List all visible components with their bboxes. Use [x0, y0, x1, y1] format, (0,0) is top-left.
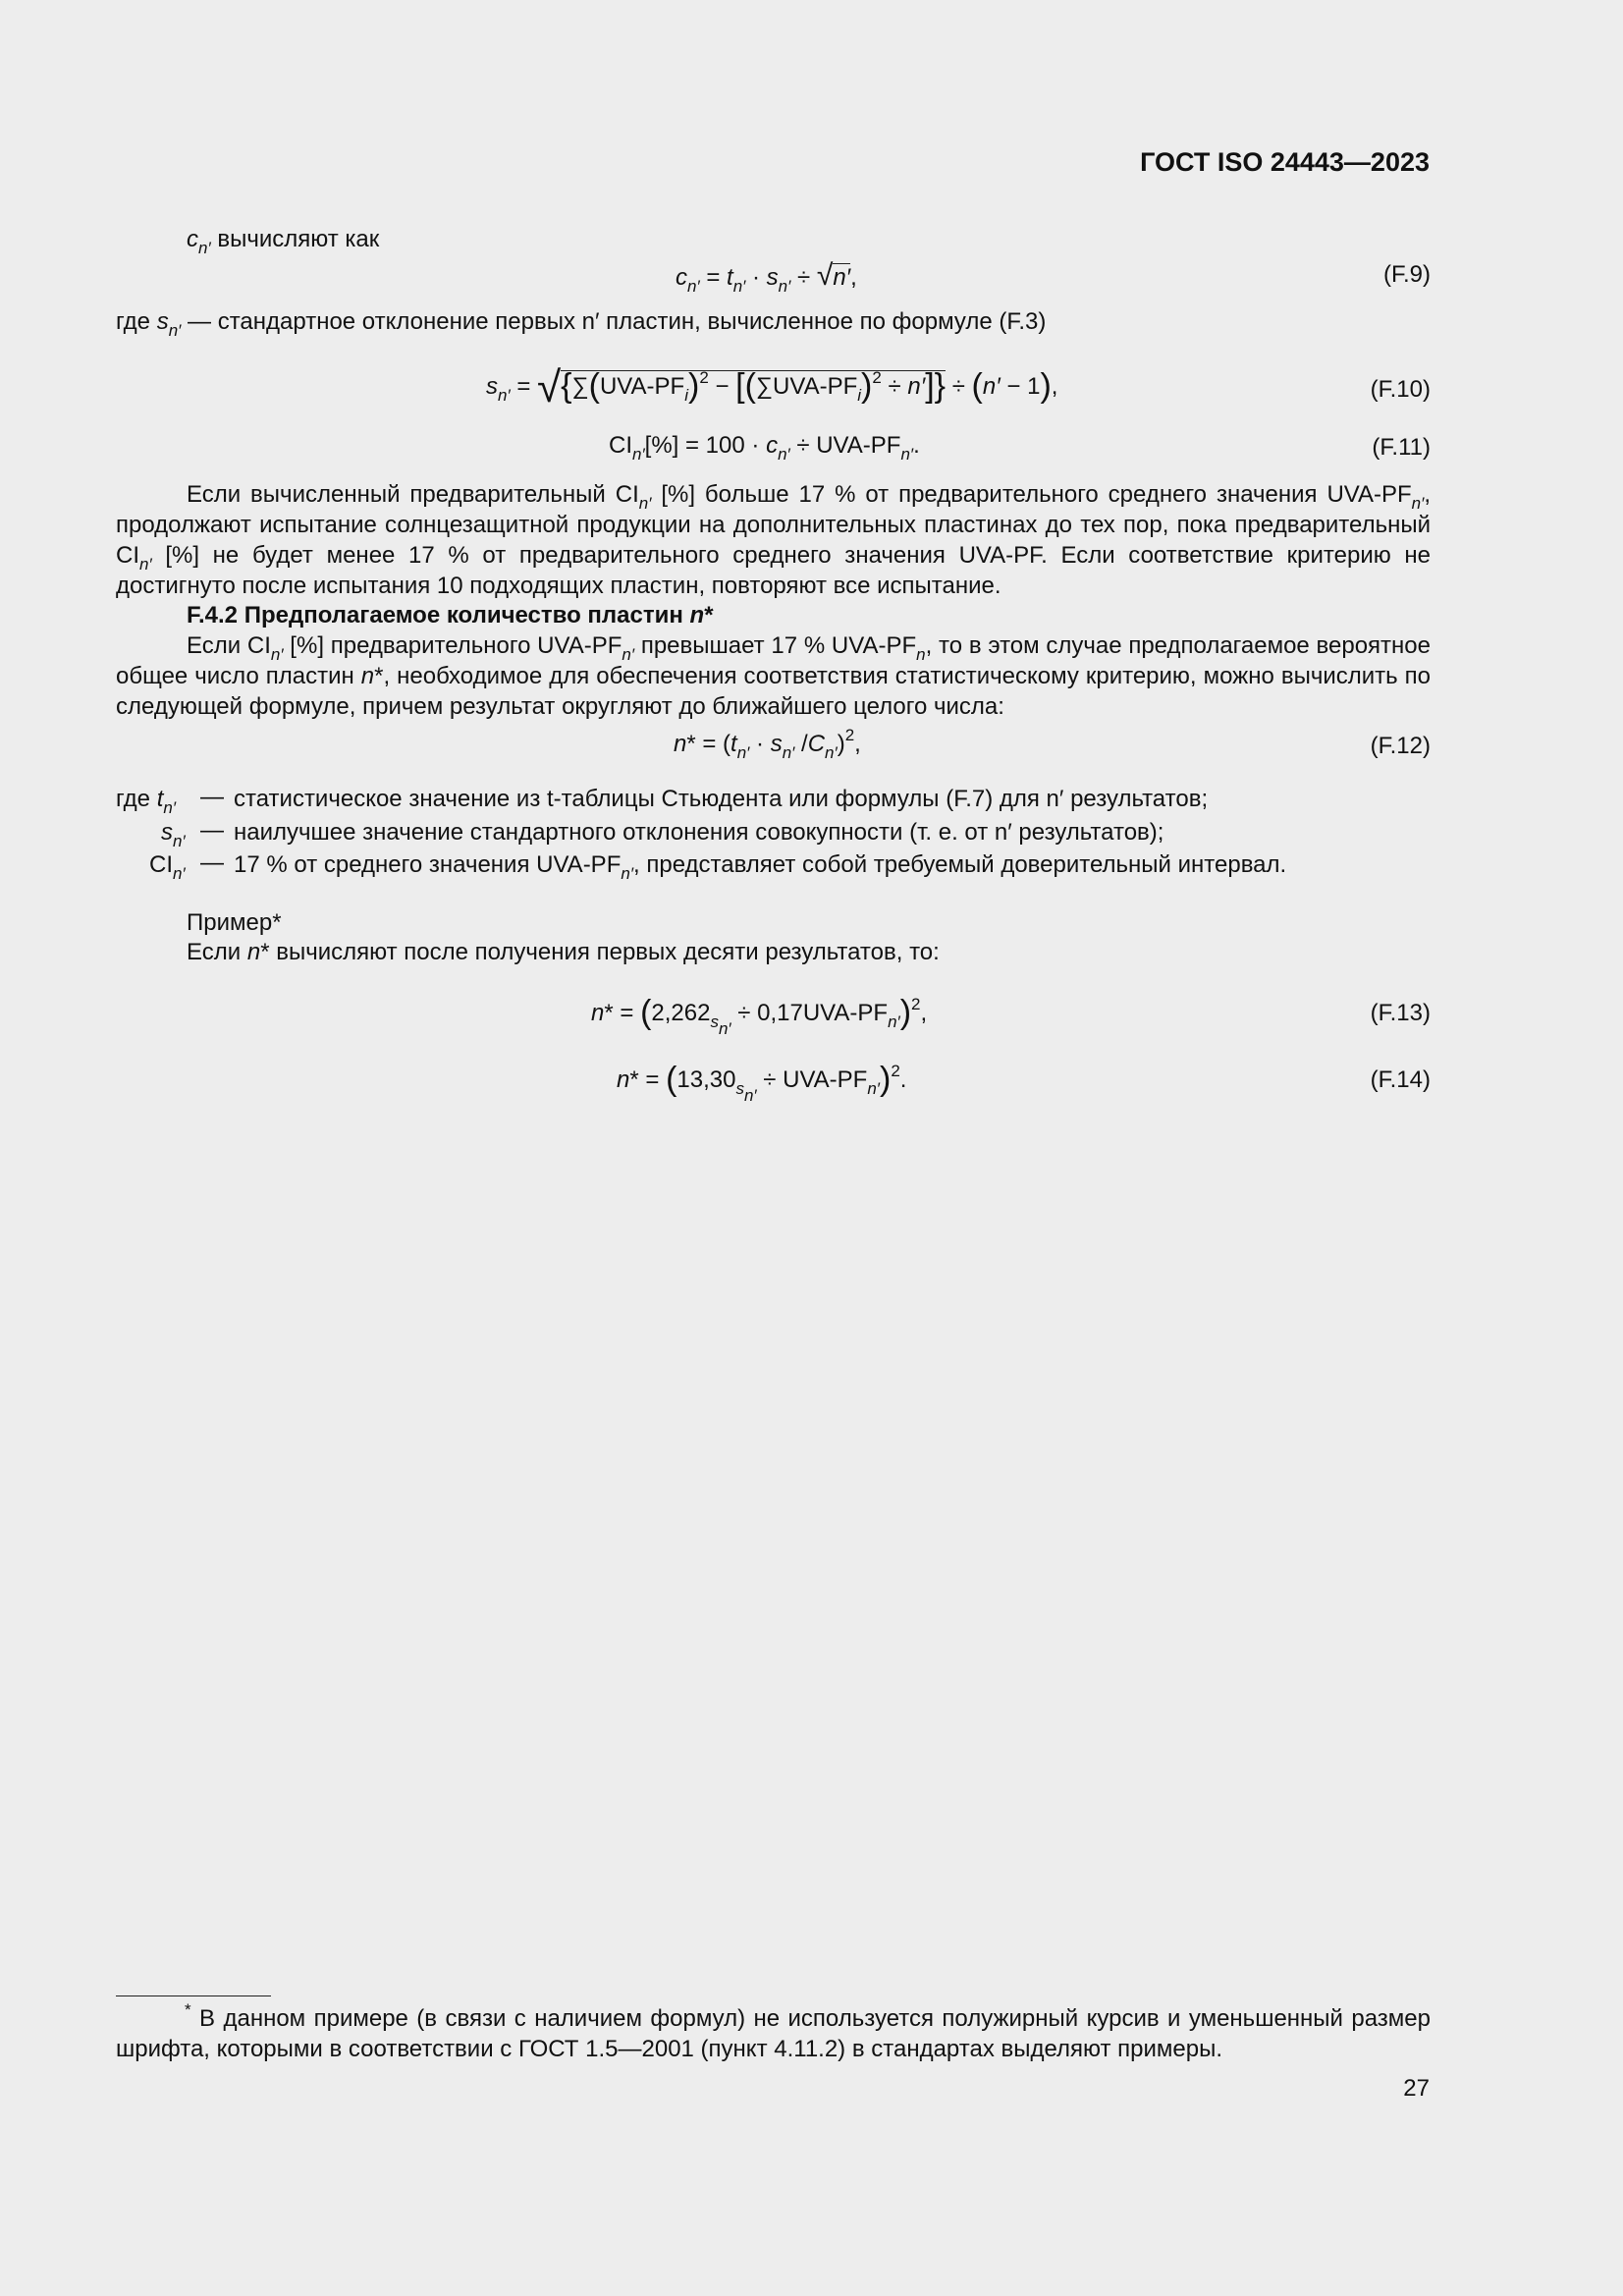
defs-where: где $t_{n'}$	[116, 786, 177, 817]
def-dash-3: —	[200, 849, 224, 876]
section-heading: F.4.2 Предполагаемое количество пластин n*	[187, 602, 714, 629]
formula-f13: $n* = (2,262_{s_{n'}} \div 0,17UVA-PF_{n'})^2$,	[591, 994, 928, 1038]
where-text: — стандартное отклонение первых n′ пластин, вычисленное по формуле (F.3)	[188, 308, 1047, 335]
def-symbol-2: $s_{n'}$	[161, 819, 186, 850]
defs-where-word: где	[116, 786, 151, 812]
eq-number-f9: (F.9)	[1383, 261, 1431, 288]
formula-f11: $CI_{n'}[\%] = 100 \cdot c_{n'} \div UVA-PF_{n'}$.	[609, 432, 920, 464]
intro-text: вычисляют как	[217, 226, 380, 252]
eq-number-f10: (F.10)	[1370, 376, 1431, 403]
def-text-1: статистическое значение из t-таблицы Стьюдента или формулы (F.7) для n′ результатов;	[234, 786, 1209, 812]
eq-number-f13: (F.13)	[1370, 1000, 1431, 1026]
def-text-3: 17 % от среднего значения UVA-$PF_{n'}$, представляет собой требуемый доверительный интервал.	[234, 851, 1287, 883]
def-dash-2: —	[200, 817, 224, 844]
footnote-mark: *	[185, 2000, 191, 2019]
eq-number-f11: (F.11)	[1372, 434, 1431, 461]
example-label: Пример*	[187, 909, 282, 936]
paragraph-2: Если $CI_{n'}$ [%] предварительного UVA-$PF_{n'}$ превышает 17 % UVA-$PF_n$, то в этом случае предполагаемое вероятное общее число пластин n*, необходимое для обеспечения соответствия статистическому критерию, можно вычислить по следующей формуле, причем результат округляют до ближайшего целого числа:	[116, 632, 1431, 720]
page-number: 27	[1403, 2075, 1430, 2102]
where-line-1: где $s_{n'}$ — стандартное отклонение первых n′ пластин, вычисленное по формуле (F.3)	[116, 308, 1047, 340]
def-dash-1: —	[200, 784, 224, 810]
eq-number-f14: (F.14)	[1370, 1066, 1431, 1093]
formula-f10: $s_{n'} = √\{\sum(UVA-PF_i)^2 - [(\sum UVA-PF_i)^2 \div n']\} \div (n' - 1)$,	[486, 363, 1058, 411]
footnote	[116, 2000, 1431, 2064]
footnote-text: В данном примере (в связи с наличием формул) не используется полужирный курсив и уменьшенный размер шрифта, которыми в соответствии с ГОСТ 1.5—2001 (пункт 4.11.2) в стандартах выделяют примеры.	[116, 2005, 1431, 2062]
formula-f9: $c_{n'} = t_{n'} \cdot s_{n'} \div √n'$,	[676, 259, 857, 296]
intro-line: $c_{n'}$ вычисляют как	[187, 226, 380, 257]
example-text: Если n* вычисляют после получения первых десяти результатов, то:	[187, 939, 940, 965]
paragraph-1: Если вычисленный предварительный $CI_{n'}$ [%] больше 17 % от предварительного среднего значения UVA-$PF_{n'}$, продолжают испытание солнцезащитной продукции на дополнительных пластинах до тех пор, пока предварительный $CI_{n'}$ [%] не будет менее 17 % от предварительного среднего значения UVA-PF. Если соответствие критерию не достигнуто после испытания 10 подходящих пластин, повторяют все испытание.	[116, 481, 1431, 599]
def-text-2: наилучшее значение стандартного отклонения совокупности (т. е. от n′ результатов);	[234, 819, 1164, 846]
where-prefix: где	[116, 308, 151, 335]
def-symbol-3: $CI_{n'}$	[149, 851, 186, 883]
footnote-rule	[116, 1995, 271, 1996]
formula-f12: $n* = (t_{n'} \cdot s_{n'}$ $/C_{n'})^2$,	[674, 726, 861, 762]
formula-f14: $n* = (13,30_{s_{n'}} \div UVA-PF_{n'})^2$.	[617, 1061, 907, 1105]
eq-number-f12: (F.12)	[1370, 733, 1431, 759]
document-header: ГОСТ ISO 24443—2023	[1140, 147, 1430, 177]
